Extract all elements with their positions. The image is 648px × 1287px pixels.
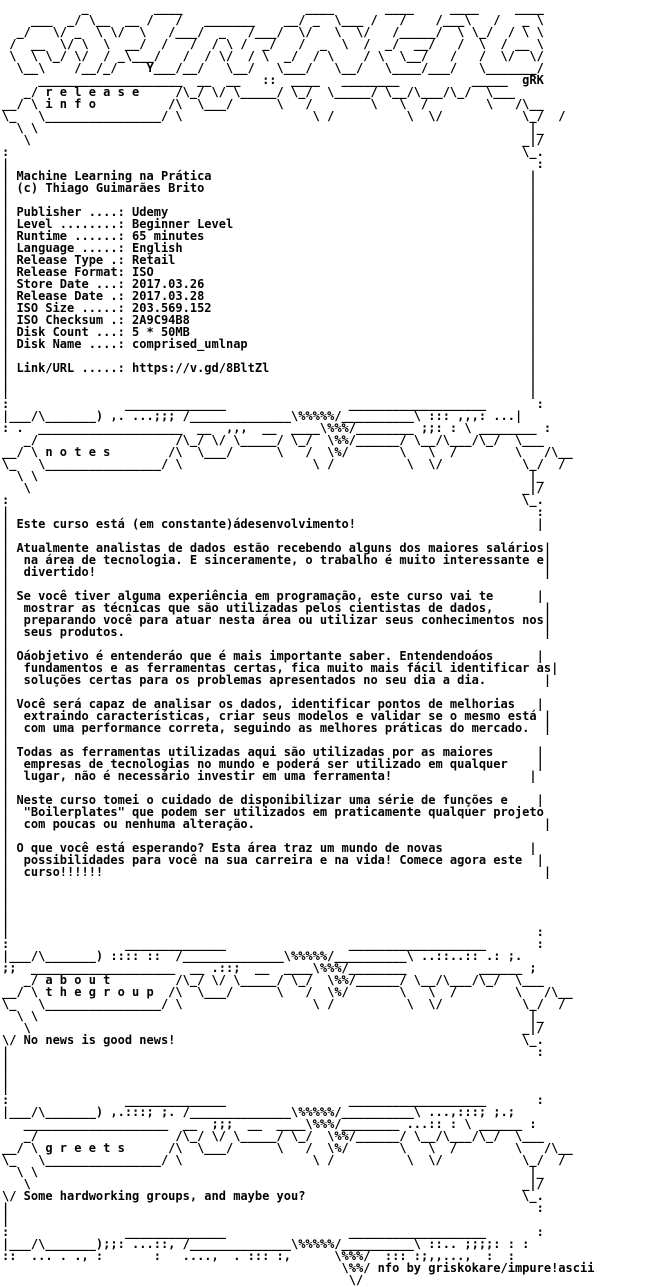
nfo-ascii-document: _ ____ ____ ____ ____ ____ ___ _/ \__ __ / / _______ __/ _ \___ / / /___\ / _ \ _/ \/ _ \ \/ \ /___/ _ /___/ \/ \ \/ /_____/ \ \_/ / \ \ / __ \/ \ \ __/ / / / \ / _/ / _ \ / _/ __/ / \ / __ \ \ \ \_/ \/ / _\___/ / / \/ / \ _/ / \ / \ \__/ / / \/ \/ \__\ /__/_/ Y___/__/ \__/ \___/ \__/ \____/___/ \_______/ ____________________ __ __ :: ____ ________ _____ gRK _/ r e l e a s e /\_/ \/ \_____/ \_/ \_____/ \__/\___/\_/ \___ __/ \ i n f o /\ \___/ \ / \ \ / \ /\__ \_ \________________/ \ \ / \ \/ \_/ / \ \ |_ \ _|/ : \_. | : | Machine Learning na Prática | | (c) Thiago Guimarães Brito | | | | Publisher ....: Udemy | | Level ........: Beginner Level | | Runtime ......: 65 minutes | | Language .....: English | | Release Type .: Retail | | Release Format: ISO | | Store Date ...: 2017.03.26 | | Release Date .: 2017.03.28 | | ISO Size .....: 203.569.152 | | ISO Checksum .: 2A9C94B8 | | Disk Count ...: 5 * 50MB | | Disk Name ....: comprised_umlnap | | | | Link/URL .....: https://v.gd/8BltZl | | | | | : ______________ ___________________ : |___/\_______) ,. ...;;; /______________\%%%%%/__________\ ::: ,,,: ...| : . ____________________ __ ,,, __ ____\%%%/________ ;;: : \ ________ : _/ /\_/ \/ \_____/ \_/ \%%/______/ \__/\___/\_/ \___ __/ \ n o t e s /\ \___/ \ / \%/ \ \ / \ /\__ \_ \________________/ \ \ / \ \/ \_/ / \ \ |_ \ _|/ : \_. | : | Este curso está (em constante)ádesenvolvimento! | | | Atualmente analistas de dados estão recebendo alguns dos maiores salários| | na área de tecnologia. E sinceramente, o trabalho é muito interessante e| | divertido! | | | Se você tiver alguma experiência em programação, este curso vai te | | mostrar as técnicas que são utilizadas pelos cientistas de dados, | | preparando você para atuar nesta área ou utilizar seus conhecimentos nos| | seus produtos. | | | Oáobjetivo é entenderáo que é mais importante saber. Entendendoáos | | fundamentos e as ferramentas certas, fica muito mais fácil identificar as| | soluções certas para os problemas apresentados no seu dia a dia. | | | Você será capaz de analisar os dados, identificar pontos de melhorias | | extraindo características, criar seus modelos e validar se o mesmo está | | com uma performance correta, seguindo as melhores práticas do mercado. | | | Todas as ferramentas utilizadas aqui são utilizadas por as maiores | | empresas de tecnologias no mundo e poderá ser utilizado em qualquer | | lugar, não é necessário investir em uma ferramenta! | | | Neste curso tomei o cuidado de disponibilizar uma série de funções e | | "Boilerplates" que podem ser utilizados em praticamente qualquer projeto | com poucas ou nenhuma alteração. | | | O que você está esperando? Esta área traz um mundo de novas | | possibilidades para você na sua carreira e na vida! Comece agora este | | curso!!!!!! | | | | | | : : ______________ ___________________ : |___/\_______) :::: :: /______________\%%%%%/__________\ ..::..:: .: ;. ;; ____________________ __ .::; __ ____\%%%/________ ______ ; _/ a b o u t /\_/ \/ \_____/ \_/ \%%/______/ \__/\___/\_/ \___ __/ \ t h e g r o u p /\ \___/ \ / \%/ \ \ / \ /\__ \_ \________________/ \ \ / \ \/ \_/ / \ \ |_ \ _|/ \/ No news is good news! \_. | : | | | : ______________ ___________________ : |___/\_______) ,.:::; ;. /______________\%%%%%/__________\ ...,:::; ;.; ____________________ __ ;;; __ ____\%%%/________ ...:: : \ ______ : _/ /\_/ \/ \_____/ \_/ \%%/______/ \__/\___/\_/ \___ __/ \ g r e e t s /\ \___/ \ / \%/ \ \ / \ /\__ \_ \________________/ \ \ / \ \/ \_/ / \ \ |_ \ _|/ \/ Some hardworking groups, and maybe you? \_. | : | : ______________ ___________________ : |___/\_______);;: ...::, /______________\%%%%%/__________\ ::.. ;;;;: : : :: ... . ., : : ...., . ::: :, \%%%/ ::: :;,,..., : : \%%/ nfo by griskokare/impure!ascii \/ (2, 1, 595, 1287)
